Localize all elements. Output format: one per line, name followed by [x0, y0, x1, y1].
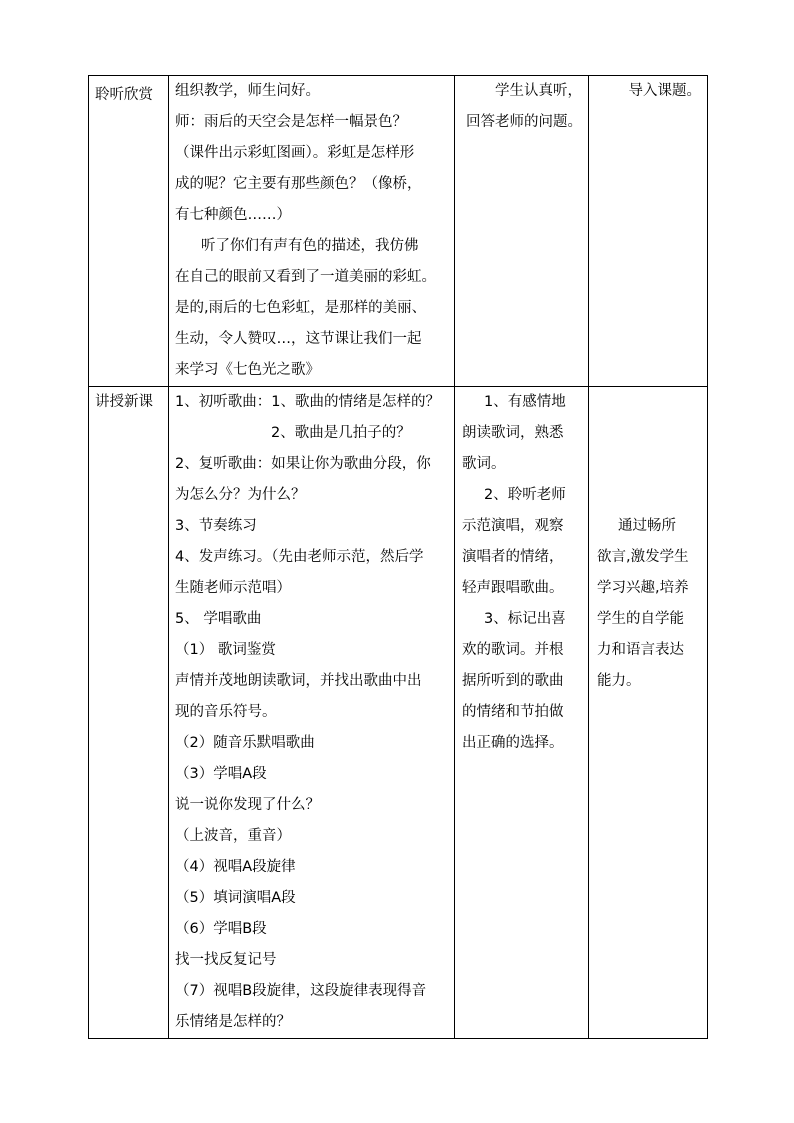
content-line: 1、初听歌曲：1、歌曲的情绪是怎样的？	[175, 394, 440, 410]
content-line: 现的音乐符号。	[175, 704, 277, 720]
content-line: （5）填词演唱A段	[175, 890, 296, 906]
content-line: （4）视唱A段旋律	[175, 859, 296, 875]
intent-line: 学生的自学能	[597, 611, 684, 627]
content-line: 是的,雨后的七色彩虹，是那样的美丽、	[175, 300, 427, 316]
content-line: 说一说你发现了什么？	[175, 797, 320, 813]
student-activity-cell	[455, 76, 589, 387]
intent-cell	[589, 76, 708, 387]
content-cell	[169, 76, 455, 387]
intent-line: 欲言,激发学生	[597, 549, 689, 565]
content-line: 师：雨后的天空会是怎样一幅景色？	[175, 114, 407, 130]
content-line: 4、发声练习。（先由老师示范，然后学	[175, 549, 424, 565]
content-cell	[169, 387, 455, 1039]
section-label: 聆听欣赏	[95, 87, 153, 103]
student-line: 演唱者的情绪，	[462, 549, 564, 565]
intent-line: 通过畅所	[618, 518, 676, 534]
content-line: 成的呢？它主要有那些颜色？（像桥，	[175, 176, 422, 192]
table-row-new-lesson	[89, 387, 708, 1039]
content-line: （2）随音乐默唱歌曲	[175, 735, 315, 751]
intent-line: 学习兴趣,培养	[597, 580, 689, 596]
content-line: （6）学唱B段	[175, 921, 267, 937]
content-line: 2、歌曲是几拍子的？	[271, 425, 411, 441]
section-label: 讲授新课	[95, 394, 153, 410]
content-line: （上波音，重音）	[175, 828, 291, 844]
student-line: 1、有感情地	[484, 394, 566, 410]
student-line: 轻声跟唱歌曲。	[462, 580, 564, 596]
student-line: 歌词。	[462, 456, 506, 472]
intent-line: 能力。	[597, 673, 641, 689]
student-line: 据所听到的歌曲	[462, 673, 564, 689]
content-line: （7）视唱B段旋律，这段旋律表现得音	[175, 983, 427, 999]
content-line: 2、复听歌曲：如果让你为歌曲分段，你	[175, 456, 431, 472]
content-line: 生随老师示范唱）	[175, 580, 291, 596]
student-line: 欢的歌词。并根	[462, 642, 564, 658]
content-line: 声情并茂地朗读歌词，并找出歌曲中出	[175, 673, 422, 689]
student-line: 的情绪和节拍做	[462, 704, 564, 720]
content-line: （3）学唱A段	[175, 766, 267, 782]
section-cell	[89, 76, 169, 387]
intent-line: 导入课题。	[628, 83, 701, 99]
intent-line: 力和语言表达	[597, 642, 684, 658]
lesson-plan-table	[88, 75, 708, 1039]
content-line: 生动，令人赞叹…，这节课让我们一起	[175, 331, 422, 347]
student-line: 朗读歌词，熟悉	[462, 425, 564, 441]
content-line: 为怎么分？为什么？	[175, 487, 306, 503]
student-line: 出正确的选择。	[462, 735, 564, 751]
intent-cell	[589, 387, 708, 1039]
content-line: 找一找反复记号	[175, 952, 277, 968]
content-line: 3、节奏练习	[175, 518, 257, 534]
content-line: 5、 学唱歌曲	[175, 611, 262, 627]
content-line: 在自己的眼前又看到了一道美丽的彩虹。	[175, 269, 436, 285]
student-line: 示范演唱，观察	[462, 518, 564, 534]
student-line: 学生认真听，	[495, 83, 582, 99]
content-line: （1） 歌词鉴赏	[175, 642, 276, 658]
student-activity-cell	[455, 387, 589, 1039]
content-line: 有七种颜色……）	[175, 207, 291, 223]
table-row-listening	[89, 76, 708, 387]
content-line: 组织教学，师生问好。	[175, 83, 320, 99]
student-line: 2、聆听老师	[484, 487, 566, 503]
content-line: （课件出示彩虹图画）。彩虹是怎样形	[175, 145, 415, 161]
student-line: 3、标记出喜	[484, 611, 566, 627]
student-line: 回答老师的问题。	[466, 114, 582, 130]
content-line: 听了你们有声有色的描述，我仿佛	[201, 238, 419, 254]
content-line: 来学习《七色光之歌》	[175, 362, 320, 378]
content-line: 乐情绪是怎样的？	[175, 1014, 291, 1030]
section-cell	[89, 387, 169, 1039]
